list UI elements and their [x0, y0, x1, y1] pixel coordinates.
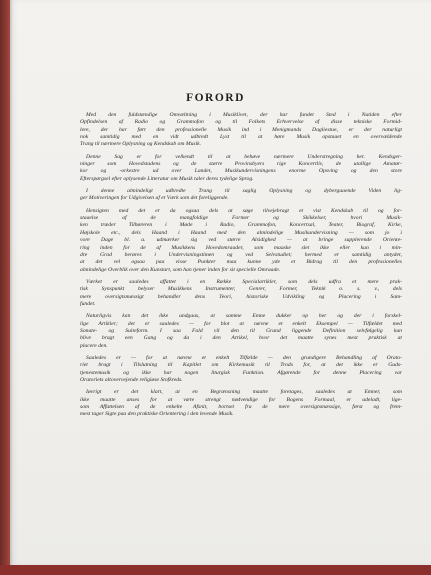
book-cover-edge [0, 0, 10, 575]
text-line: Med den fuldstændige Omvæltning i Musiklivet, der har fundet Sted i Nutiden efter [86, 112, 402, 118]
paragraph [80, 279, 402, 308]
text-line: Iøvrigt er det klart, at en Begrænsning maatte foretages, saaledes at Emner, som [86, 389, 402, 396]
text-line: blive bragt een Gang og da i den Artikel, hvor det maatte synes mest praktisk at [80, 335, 402, 342]
text-line: fundet. [80, 300, 96, 307]
text-line: Trang til nærmere Oplysning og Kendskab om Musik. [80, 141, 202, 148]
text-line: Hensigten med det er da ogsaa dels at søge tilvejebragt et vist Kendskab til og for- [86, 207, 402, 214]
text-line: Sonate- og Suiteform. I saa Fald vil den til Grund liggende Definition selvfølgelig kun [80, 327, 402, 334]
paragraph [80, 389, 402, 418]
text-line: som Affattelsen af de enkelte Afsnit, bortset fra de mere oversigtsmæssige, først og frem- [80, 404, 402, 411]
text-line: almindelige Overblik over den Kunstart, som han tjener inden for sit specielle Omraade. [80, 266, 281, 273]
text-line: mere oversigtsmæssigt behandler dens Teori, historiske Udvikling og Placering i Sam- [80, 293, 402, 300]
text-line: kor og -orkestre ud over Landet, Musikundervisningens enorme Opsving og den store [80, 168, 402, 175]
paragraph [80, 355, 402, 384]
text-line: ninger som Hovedstadens og de større Provinsbyers rige Koncertliv, de utallige Amatør- [80, 161, 402, 168]
paragraph [80, 154, 402, 183]
text-line: I denne almindeligt udbredte Trang til saglig Oplysning og dybergaaende Viden lig- [86, 188, 402, 195]
text-line: at det vel ogsaa paa visse Punkter maa kunne yde et Bidrag til den professionelles [80, 259, 402, 266]
book-cover-bottom [0, 565, 431, 575]
text-line: riet bragt i Tilslutning til Kapitlet om Kirkemusik til Trods for, at det ikke er Guds- [80, 362, 402, 369]
text-line: Værket er saaledes affattet i en Række Specialartikler, som dels udfra et mere prak- [86, 278, 402, 285]
text-line: nok samtidig med en vidt udbredt Lyst til at høre Musik opstaaet en overvældende [80, 134, 402, 141]
text-line: ring inden for de af Musikkens Hovedomraader, som maaske slet ikke eller kun i min- [80, 244, 402, 251]
text-line: placere den. [80, 342, 108, 349]
text-line: vore Dage bl. a. udmærker sig ved større Alsidighed — at bringe supplerende Oriente- [80, 237, 402, 244]
text-line: lige Artikler; det er saaledes — for blot at nævne et enkelt Eksempel — Tilfældet med [80, 320, 402, 327]
text-line: tjenestemusik og ikke har nogen liturgisk Funktion. Afgørende for denne Placering var [80, 369, 402, 376]
text-line: Opfindelsen af Radio og Grammofon og til Folkets Erhvervelse af disse tekniske Formid- [80, 119, 402, 126]
page-title: FORORD [186, 92, 245, 104]
text-line: Højskole etc., dels Haand i Haand med den almindelige Musikundervisning — som jo i [80, 229, 402, 236]
text-line: ikke maatte anses for at være strengt nødvendige for Bogens Formaal, er udeladt, lige- [80, 396, 402, 403]
paragraph [80, 188, 402, 203]
foreword-body [80, 112, 402, 424]
paragraph [80, 112, 402, 149]
text-line: Saaledes er — for at nævne et enkelt Tilfælde — den grundigere Behandling af Orato- [86, 354, 402, 361]
text-line: Oratoriets altovervejende religiøse Stofkreds. [80, 377, 183, 383]
text-line: Denne Sag er for velkendt til at behøve nærmere Understregning her. Kendsger- [86, 153, 402, 160]
paragraph [80, 313, 402, 350]
text-line: ken træder Tilhøreren i Møde i Radio, Grammofon, Koncertsal, Teater, Biograf, Kirke, [80, 222, 402, 229]
text-line: ger Motiveringen for Udgivelsen af et Værk som det foreliggende. [80, 195, 229, 202]
paragraph [80, 208, 402, 274]
page-gutter-shadow [10, 0, 13, 565]
text-line: Naturligvis kan det ikke undgaas, at samme Emne dukker op her og der i forskel- [86, 313, 402, 320]
text-line: mest tager Sigte paa den praktiske Orientering i den levende Musik. [80, 411, 234, 418]
text-line: tisk Synspunkt belyser Musikkens Instrumenter, Genrer, Former, Teknik o. s. v., dels [80, 286, 402, 293]
text-line: lere, der har ført den professionelle Musik ind i Menigmands Dagliestue, er der naturligt [80, 126, 402, 133]
text-line: Efterspørgsel efter oplysende Litteratur om Musik taler deres tydelige Sprog. [80, 175, 254, 182]
text-line: staaelse af de mangfoldige Former og Skikkelser, hvori Musik- [80, 215, 402, 222]
text-line: dre Grad berøres i Undervisningstimen og ved Selvstudiet; hermed er samtidig antydet, [80, 251, 402, 258]
